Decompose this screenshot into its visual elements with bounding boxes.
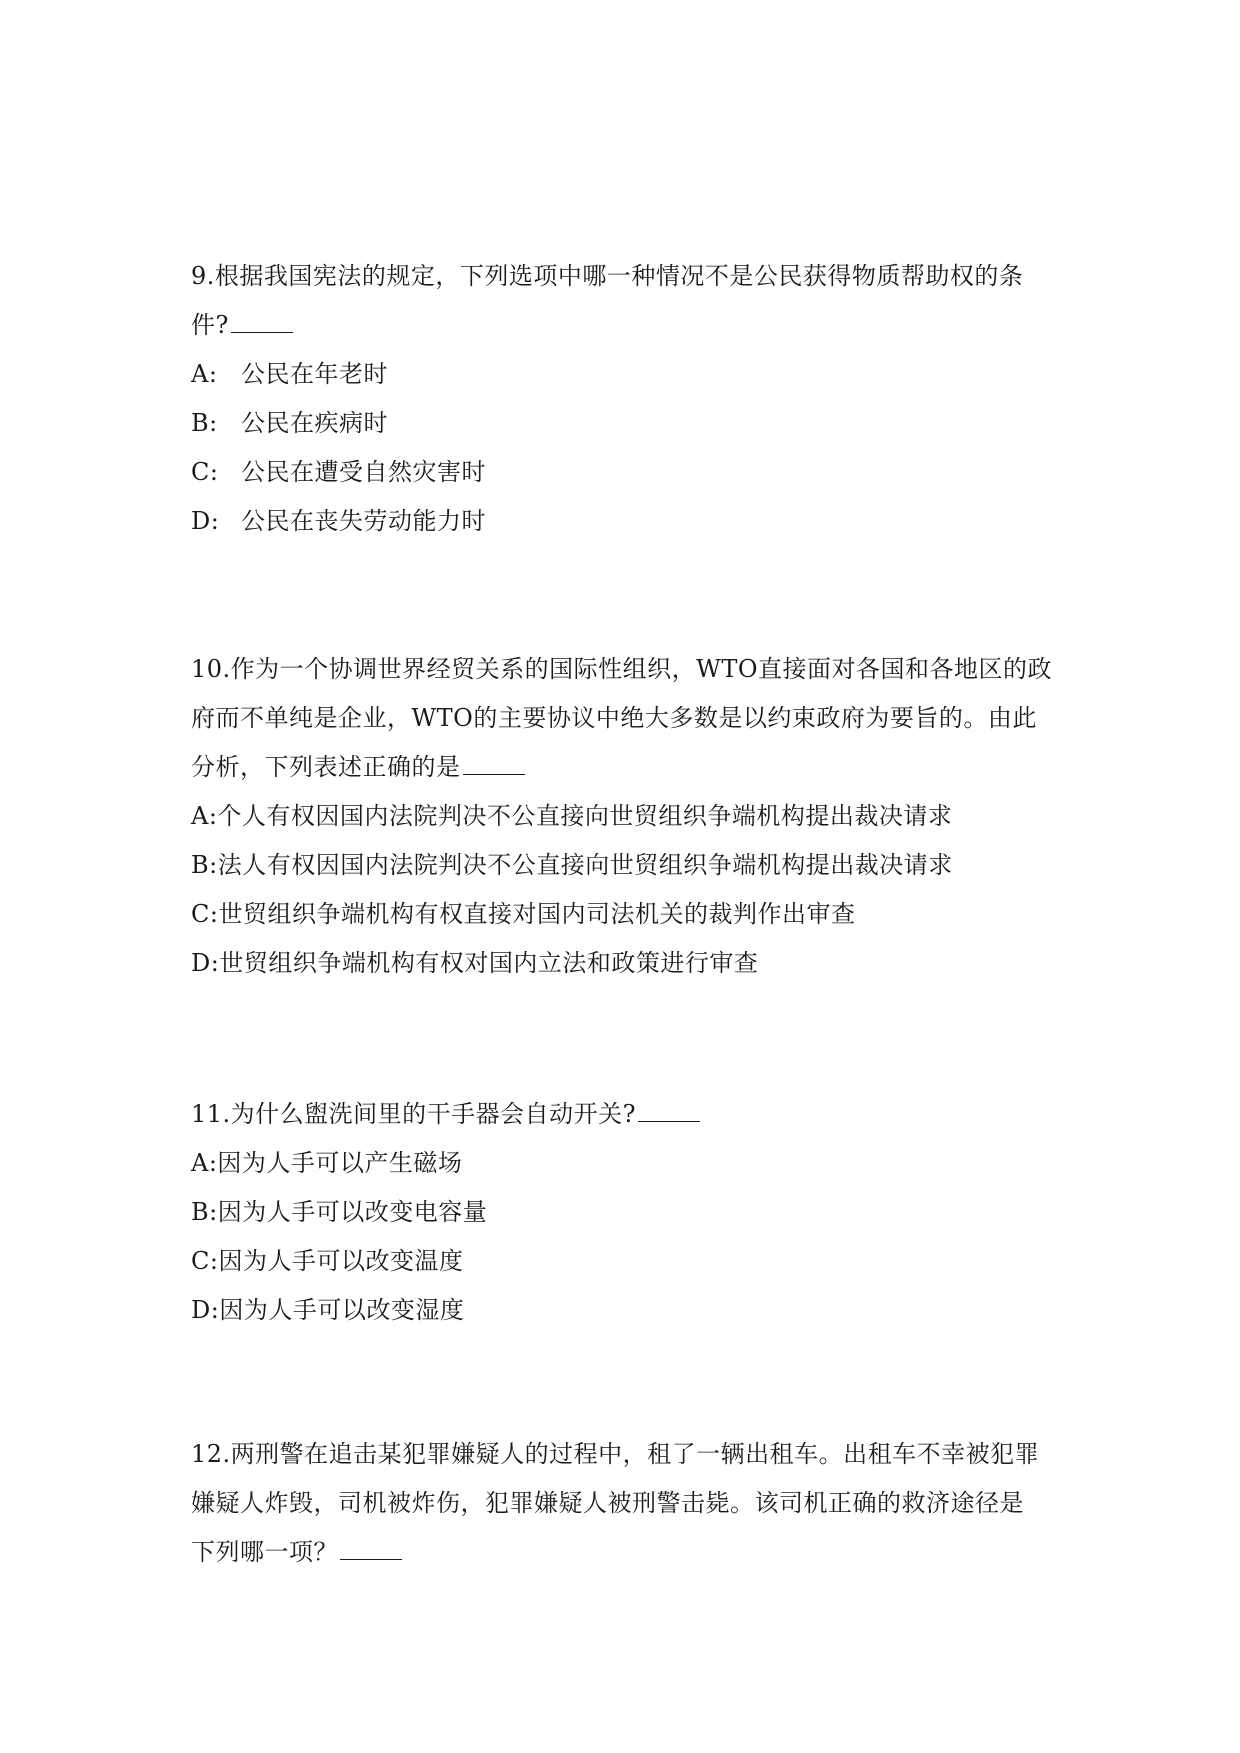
option-text: 因为人手可以改变温度 bbox=[218, 1247, 464, 1275]
option-text: 公民在年老时 bbox=[241, 360, 388, 388]
option-text: 个人有权因国内法院判决不公直接向世贸组织争端机构提出裁决请求 bbox=[217, 802, 953, 830]
option-letter: A: bbox=[191, 1149, 218, 1177]
question-stem-line: 嫌疑人炸毁，司机被炸伤，犯罪嫌疑人被刑警击毙。该司机正确的救济途径是 bbox=[191, 1489, 1024, 1517]
option-d bbox=[191, 1286, 1066, 1335]
option-d bbox=[191, 497, 1066, 546]
question-stem-text: 分析，下列表述正确的是 bbox=[191, 753, 461, 781]
answer-blank bbox=[231, 310, 293, 333]
answer-blank bbox=[340, 1537, 402, 1560]
option-text: 法人有权因国内法院判决不公直接向世贸组织争端机构提出裁决请求 bbox=[217, 851, 953, 879]
question-stem-line: 府而不单纯是企业，WTO的主要协议中绝大多数是以约束政府为要旨的。由此 bbox=[191, 704, 1037, 732]
option-letter: A: bbox=[191, 802, 218, 830]
question-9 bbox=[191, 252, 1066, 546]
option-text: 因为人手可以产生磁场 bbox=[217, 1149, 463, 1177]
question-12 bbox=[191, 1430, 1066, 1577]
option-text: 因为人手可以改变湿度 bbox=[219, 1296, 465, 1324]
option-text: 公民在疾病时 bbox=[241, 409, 388, 437]
option-c bbox=[191, 448, 1066, 497]
option-a bbox=[191, 792, 1066, 841]
option-b bbox=[191, 841, 1066, 890]
option-text: 世贸组织争端机构有权对国内立法和政策进行审查 bbox=[219, 949, 759, 977]
option-c bbox=[191, 890, 1066, 939]
option-letter: D: bbox=[191, 949, 220, 977]
option-letter: D: bbox=[191, 507, 220, 535]
option-b bbox=[191, 399, 1066, 448]
option-text: 公民在遭受自然灾害时 bbox=[241, 458, 486, 486]
option-letter: B: bbox=[191, 851, 218, 879]
question-stem-line bbox=[191, 1090, 1066, 1139]
question-stem-line: 10.作为一个协调世界经贸关系的国际性组织，WTO直接面对各国和各地区的政 bbox=[191, 655, 1053, 683]
option-letter: B: bbox=[191, 409, 218, 437]
option-letter: D: bbox=[191, 1296, 220, 1324]
option-letter: C: bbox=[191, 1247, 219, 1275]
option-letter: B: bbox=[191, 1198, 218, 1226]
option-c bbox=[191, 1237, 1066, 1286]
question-stem-line bbox=[191, 743, 1066, 792]
option-letter: A: bbox=[191, 360, 218, 388]
question-stem-text: 11.为什么盥洗间里的干手器会自动开关? bbox=[191, 1100, 637, 1128]
option-a bbox=[191, 1139, 1066, 1188]
question-stem-line: 9.根据我国宪法的规定，下列选项中哪一种情况不是公民获得物质帮助权的条 bbox=[191, 262, 1024, 290]
question-10 bbox=[191, 645, 1066, 988]
question-stem-line: 12.两刑警在追击某犯罪嫌疑人的过程中，租了一辆出租车。出租车不幸被犯罪 bbox=[191, 1440, 1040, 1468]
option-text: 公民在丧失劳动能力时 bbox=[241, 507, 486, 535]
option-letter: C: bbox=[191, 458, 219, 486]
option-a bbox=[191, 350, 1066, 399]
answer-blank bbox=[463, 752, 525, 775]
question-stem-line bbox=[191, 301, 1066, 350]
option-b bbox=[191, 1188, 1066, 1237]
question-stem-text: 件? bbox=[191, 311, 229, 339]
answer-blank bbox=[638, 1099, 700, 1122]
option-d bbox=[191, 939, 1066, 988]
option-text: 世贸组织争端机构有权直接对国内司法机关的裁判作出审查 bbox=[218, 900, 856, 928]
question-11 bbox=[191, 1090, 1066, 1335]
question-stem-text: 下列哪一项？ bbox=[191, 1538, 338, 1566]
question-stem-line bbox=[191, 1528, 1066, 1577]
option-text: 因为人手可以改变电容量 bbox=[217, 1198, 488, 1226]
option-letter: C: bbox=[191, 900, 219, 928]
